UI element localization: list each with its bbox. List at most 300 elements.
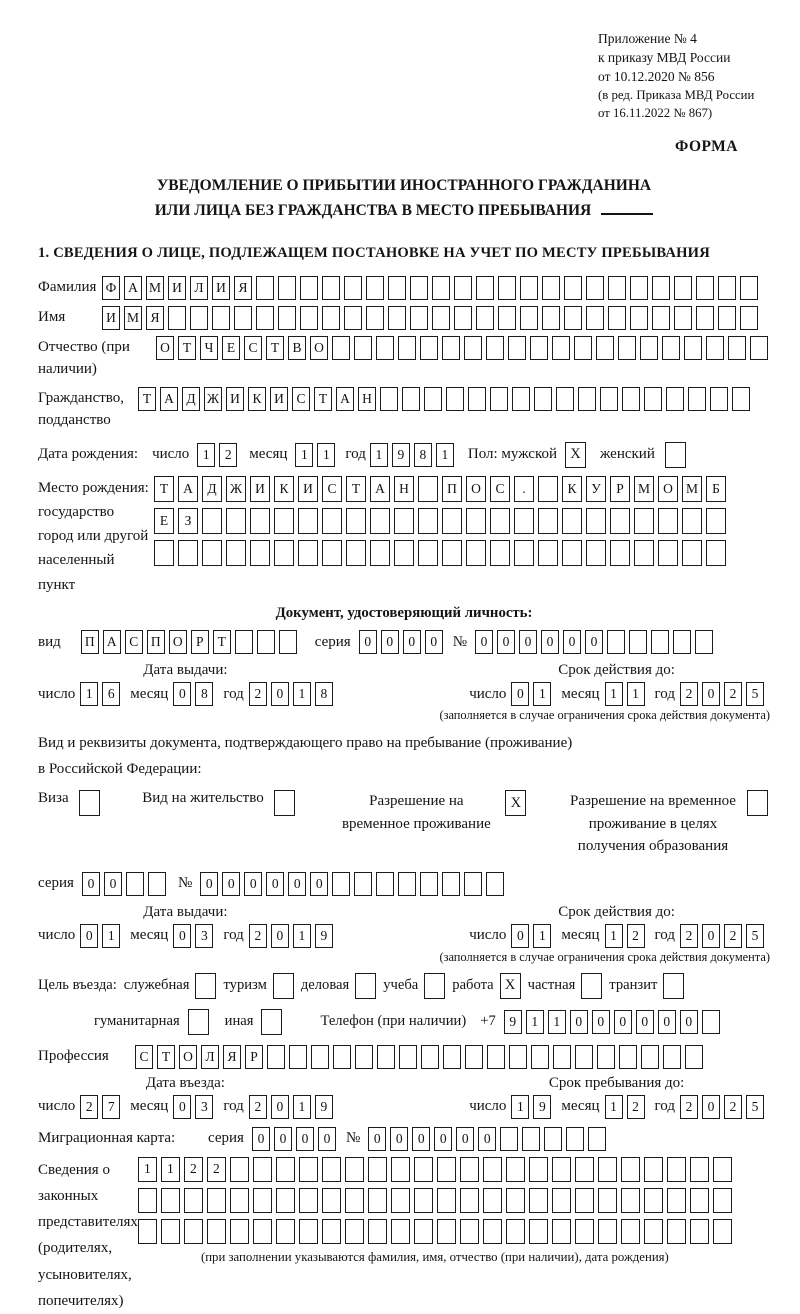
char-cell[interactable]: Т: [154, 476, 174, 502]
char-cell[interactable]: 0: [519, 630, 537, 654]
char-cell[interactable]: Т: [157, 1045, 175, 1069]
char-cell[interactable]: [420, 336, 438, 360]
char-cell[interactable]: 2: [627, 1095, 645, 1119]
char-cell[interactable]: А: [160, 387, 178, 411]
char-cell[interactable]: [380, 387, 398, 411]
char-cell[interactable]: О: [466, 476, 486, 502]
char-cell[interactable]: 2: [219, 443, 237, 467]
char-cell[interactable]: [652, 276, 670, 300]
char-cell[interactable]: Т: [138, 387, 156, 411]
char-cell[interactable]: .: [514, 476, 534, 502]
char-cell[interactable]: [588, 1127, 606, 1151]
char-cell[interactable]: [529, 1188, 548, 1213]
char-cell[interactable]: 9: [315, 1095, 333, 1119]
char-cell[interactable]: 2: [627, 924, 645, 948]
char-cell[interactable]: [666, 387, 684, 411]
char-cell[interactable]: [464, 872, 482, 896]
char-cell[interactable]: [278, 306, 296, 330]
char-cell[interactable]: [575, 1219, 594, 1244]
char-cell[interactable]: 2: [249, 1095, 267, 1119]
char-cell[interactable]: 3: [195, 1095, 213, 1119]
char-cell[interactable]: М: [634, 476, 654, 502]
char-cell[interactable]: 0: [318, 1127, 336, 1151]
char-cell[interactable]: 0: [359, 630, 377, 654]
char-cell[interactable]: [190, 306, 208, 330]
char-cell[interactable]: Е: [222, 336, 240, 360]
char-cell[interactable]: [178, 540, 198, 566]
char-cell[interactable]: [454, 276, 472, 300]
char-cell[interactable]: [184, 1188, 203, 1213]
char-cell[interactable]: [598, 1188, 617, 1213]
char-cell[interactable]: Ф: [102, 276, 120, 300]
gender-male-checkbox[interactable]: X: [565, 442, 586, 468]
char-cell[interactable]: [322, 1219, 341, 1244]
char-cell[interactable]: [514, 540, 534, 566]
char-cell[interactable]: [253, 1188, 272, 1213]
char-cell[interactable]: П: [81, 630, 99, 654]
char-cell[interactable]: 1: [436, 443, 454, 467]
char-cell[interactable]: 1: [317, 443, 335, 467]
char-cell[interactable]: Т: [266, 336, 284, 360]
char-cell[interactable]: [674, 276, 692, 300]
char-cell[interactable]: [634, 508, 654, 534]
char-cell[interactable]: [500, 1127, 518, 1151]
char-cell[interactable]: 0: [104, 872, 122, 896]
char-cell[interactable]: [531, 1045, 549, 1069]
char-cell[interactable]: 1: [605, 682, 623, 706]
char-cell[interactable]: 0: [200, 872, 218, 896]
char-cell[interactable]: 0: [274, 1127, 292, 1151]
char-cell[interactable]: [618, 336, 636, 360]
char-cell[interactable]: Д: [202, 476, 222, 502]
char-cell[interactable]: 0: [368, 1127, 386, 1151]
char-cell[interactable]: [368, 1219, 387, 1244]
char-cell[interactable]: [322, 306, 340, 330]
char-cell[interactable]: [662, 336, 680, 360]
char-cell[interactable]: 1: [161, 1157, 180, 1182]
char-cell[interactable]: [394, 540, 414, 566]
char-cell[interactable]: И: [212, 276, 230, 300]
char-cell[interactable]: [476, 306, 494, 330]
char-cell[interactable]: [267, 1045, 285, 1069]
char-cell[interactable]: 0: [271, 1095, 289, 1119]
char-cell[interactable]: 2: [724, 1095, 742, 1119]
char-cell[interactable]: [298, 540, 318, 566]
char-cell[interactable]: [732, 387, 750, 411]
char-cell[interactable]: [368, 1157, 387, 1182]
char-cell[interactable]: 0: [252, 1127, 270, 1151]
char-cell[interactable]: [506, 1219, 525, 1244]
char-cell[interactable]: И: [102, 306, 120, 330]
char-cell[interactable]: [706, 508, 726, 534]
char-cell[interactable]: И: [250, 476, 270, 502]
char-cell[interactable]: 5: [746, 1095, 764, 1119]
char-cell[interactable]: 1: [605, 1095, 623, 1119]
private-checkbox[interactable]: [581, 973, 602, 999]
char-cell[interactable]: [713, 1157, 732, 1182]
char-cell[interactable]: [566, 1127, 584, 1151]
char-cell[interactable]: [432, 306, 450, 330]
char-cell[interactable]: [487, 1045, 505, 1069]
char-cell[interactable]: [586, 508, 606, 534]
char-cell[interactable]: [718, 306, 736, 330]
char-cell[interactable]: Р: [610, 476, 630, 502]
char-cell[interactable]: [610, 508, 630, 534]
char-cell[interactable]: К: [562, 476, 582, 502]
char-cell[interactable]: [366, 276, 384, 300]
char-cell[interactable]: [420, 872, 438, 896]
char-cell[interactable]: 0: [271, 682, 289, 706]
char-cell[interactable]: 2: [724, 682, 742, 706]
char-cell[interactable]: [542, 276, 560, 300]
char-cell[interactable]: [442, 540, 462, 566]
char-cell[interactable]: [418, 476, 438, 502]
char-cell[interactable]: [346, 540, 366, 566]
char-cell[interactable]: [608, 306, 626, 330]
char-cell[interactable]: Ч: [200, 336, 218, 360]
char-cell[interactable]: [418, 508, 438, 534]
char-cell[interactable]: 0: [412, 1127, 430, 1151]
char-cell[interactable]: 1: [533, 924, 551, 948]
char-cell[interactable]: 0: [511, 924, 529, 948]
char-cell[interactable]: 0: [511, 682, 529, 706]
char-cell[interactable]: [476, 276, 494, 300]
char-cell[interactable]: [529, 1157, 548, 1182]
char-cell[interactable]: 1: [533, 682, 551, 706]
char-cell[interactable]: 0: [702, 682, 720, 706]
char-cell[interactable]: 0: [288, 872, 306, 896]
char-cell[interactable]: [161, 1219, 180, 1244]
char-cell[interactable]: [667, 1188, 686, 1213]
char-cell[interactable]: [538, 476, 558, 502]
char-cell[interactable]: Я: [146, 306, 164, 330]
char-cell[interactable]: [509, 1045, 527, 1069]
char-cell[interactable]: 1: [80, 682, 98, 706]
char-cell[interactable]: 0: [266, 872, 284, 896]
char-cell[interactable]: [667, 1157, 686, 1182]
char-cell[interactable]: 0: [614, 1010, 632, 1034]
char-cell[interactable]: М: [682, 476, 702, 502]
char-cell[interactable]: И: [226, 387, 244, 411]
char-cell[interactable]: [355, 1045, 373, 1069]
char-cell[interactable]: [658, 508, 678, 534]
char-cell[interactable]: [207, 1219, 226, 1244]
char-cell[interactable]: [391, 1188, 410, 1213]
char-cell[interactable]: [460, 1188, 479, 1213]
char-cell[interactable]: [596, 336, 614, 360]
char-cell[interactable]: [562, 540, 582, 566]
char-cell[interactable]: [483, 1157, 502, 1182]
char-cell[interactable]: [394, 508, 414, 534]
char-cell[interactable]: 8: [315, 682, 333, 706]
business-checkbox[interactable]: [355, 973, 376, 999]
char-cell[interactable]: 0: [425, 630, 443, 654]
char-cell[interactable]: 2: [184, 1157, 203, 1182]
char-cell[interactable]: [354, 336, 372, 360]
char-cell[interactable]: Н: [358, 387, 376, 411]
char-cell[interactable]: [276, 1157, 295, 1182]
char-cell[interactable]: [534, 387, 552, 411]
char-cell[interactable]: [322, 508, 342, 534]
char-cell[interactable]: [138, 1219, 157, 1244]
char-cell[interactable]: 0: [434, 1127, 452, 1151]
char-cell[interactable]: [674, 306, 692, 330]
char-cell[interactable]: 0: [570, 1010, 588, 1034]
char-cell[interactable]: [253, 1157, 272, 1182]
gender-female-checkbox[interactable]: [665, 442, 686, 468]
char-cell[interactable]: [276, 1188, 295, 1213]
char-cell[interactable]: [706, 336, 724, 360]
char-cell[interactable]: 0: [403, 630, 421, 654]
char-cell[interactable]: 0: [702, 924, 720, 948]
char-cell[interactable]: 1: [293, 924, 311, 948]
char-cell[interactable]: [644, 1188, 663, 1213]
char-cell[interactable]: Р: [245, 1045, 263, 1069]
char-cell[interactable]: [564, 306, 582, 330]
char-cell[interactable]: 0: [222, 872, 240, 896]
char-cell[interactable]: [344, 306, 362, 330]
char-cell[interactable]: [598, 1157, 617, 1182]
char-cell[interactable]: [466, 508, 486, 534]
char-cell[interactable]: [446, 387, 464, 411]
char-cell[interactable]: Р: [191, 630, 209, 654]
residence-permit-checkbox[interactable]: [274, 790, 295, 816]
char-cell[interactable]: [600, 387, 618, 411]
work-checkbox[interactable]: X: [500, 973, 521, 999]
transit-checkbox[interactable]: [663, 973, 684, 999]
char-cell[interactable]: [728, 336, 746, 360]
char-cell[interactable]: 1: [293, 1095, 311, 1119]
char-cell[interactable]: [586, 276, 604, 300]
char-cell[interactable]: И: [298, 476, 318, 502]
char-cell[interactable]: [274, 540, 294, 566]
char-cell[interactable]: Т: [314, 387, 332, 411]
char-cell[interactable]: [322, 1157, 341, 1182]
char-cell[interactable]: [418, 540, 438, 566]
char-cell[interactable]: [414, 1157, 433, 1182]
char-cell[interactable]: [202, 540, 222, 566]
char-cell[interactable]: [641, 1045, 659, 1069]
char-cell[interactable]: [437, 1188, 456, 1213]
char-cell[interactable]: И: [270, 387, 288, 411]
char-cell[interactable]: [696, 306, 714, 330]
char-cell[interactable]: [608, 276, 626, 300]
char-cell[interactable]: Т: [213, 630, 231, 654]
char-cell[interactable]: С: [490, 476, 510, 502]
char-cell[interactable]: [398, 336, 416, 360]
char-cell[interactable]: [161, 1188, 180, 1213]
char-cell[interactable]: 0: [478, 1127, 496, 1151]
char-cell[interactable]: [354, 872, 372, 896]
char-cell[interactable]: [552, 336, 570, 360]
char-cell[interactable]: 0: [173, 1095, 191, 1119]
char-cell[interactable]: 0: [636, 1010, 654, 1034]
char-cell[interactable]: [443, 1045, 461, 1069]
char-cell[interactable]: [391, 1219, 410, 1244]
char-cell[interactable]: 0: [592, 1010, 610, 1034]
char-cell[interactable]: [651, 630, 669, 654]
char-cell[interactable]: 9: [392, 443, 410, 467]
char-cell[interactable]: 0: [585, 630, 603, 654]
char-cell[interactable]: [740, 306, 758, 330]
char-cell[interactable]: [437, 1157, 456, 1182]
char-cell[interactable]: [138, 1188, 157, 1213]
char-cell[interactable]: 8: [414, 443, 432, 467]
char-cell[interactable]: [685, 1045, 703, 1069]
char-cell[interactable]: [230, 1219, 249, 1244]
char-cell[interactable]: Т: [178, 336, 196, 360]
char-cell[interactable]: С: [135, 1045, 153, 1069]
char-cell[interactable]: [682, 508, 702, 534]
char-cell[interactable]: [300, 276, 318, 300]
char-cell[interactable]: [410, 306, 428, 330]
char-cell[interactable]: [607, 630, 625, 654]
temp-residence-education-checkbox[interactable]: [747, 790, 768, 816]
char-cell[interactable]: [520, 306, 538, 330]
char-cell[interactable]: Я: [234, 276, 252, 300]
char-cell[interactable]: [345, 1219, 364, 1244]
char-cell[interactable]: [235, 630, 253, 654]
char-cell[interactable]: [398, 872, 416, 896]
char-cell[interactable]: [506, 1157, 525, 1182]
char-cell[interactable]: 0: [173, 682, 191, 706]
char-cell[interactable]: Н: [394, 476, 414, 502]
char-cell[interactable]: К: [248, 387, 266, 411]
char-cell[interactable]: [234, 306, 252, 330]
tourism-checkbox[interactable]: [273, 973, 294, 999]
char-cell[interactable]: [490, 508, 510, 534]
char-cell[interactable]: 0: [497, 630, 515, 654]
char-cell[interactable]: [464, 336, 482, 360]
char-cell[interactable]: Т: [346, 476, 366, 502]
char-cell[interactable]: К: [274, 476, 294, 502]
char-cell[interactable]: Ж: [226, 476, 246, 502]
char-cell[interactable]: 2: [249, 682, 267, 706]
char-cell[interactable]: 0: [541, 630, 559, 654]
char-cell[interactable]: [522, 1127, 540, 1151]
char-cell[interactable]: [586, 306, 604, 330]
char-cell[interactable]: 1: [526, 1010, 544, 1034]
char-cell[interactable]: А: [336, 387, 354, 411]
char-cell[interactable]: 1: [511, 1095, 529, 1119]
char-cell[interactable]: [257, 630, 275, 654]
char-cell[interactable]: [713, 1188, 732, 1213]
char-cell[interactable]: 9: [533, 1095, 551, 1119]
char-cell[interactable]: [556, 387, 574, 411]
char-cell[interactable]: [184, 1219, 203, 1244]
char-cell[interactable]: [376, 872, 394, 896]
char-cell[interactable]: П: [147, 630, 165, 654]
char-cell[interactable]: [424, 387, 442, 411]
char-cell[interactable]: [718, 276, 736, 300]
char-cell[interactable]: [621, 1188, 640, 1213]
char-cell[interactable]: [610, 540, 630, 566]
char-cell[interactable]: [538, 508, 558, 534]
char-cell[interactable]: [388, 306, 406, 330]
char-cell[interactable]: [346, 508, 366, 534]
char-cell[interactable]: 0: [173, 924, 191, 948]
char-cell[interactable]: [298, 508, 318, 534]
char-cell[interactable]: С: [292, 387, 310, 411]
char-cell[interactable]: 1: [293, 682, 311, 706]
char-cell[interactable]: [684, 336, 702, 360]
char-cell[interactable]: 2: [724, 924, 742, 948]
char-cell[interactable]: З: [178, 508, 198, 534]
char-cell[interactable]: 1: [138, 1157, 157, 1182]
char-cell[interactable]: О: [156, 336, 174, 360]
other-checkbox[interactable]: [261, 1009, 282, 1035]
char-cell[interactable]: 5: [746, 682, 764, 706]
char-cell[interactable]: [644, 1219, 663, 1244]
char-cell[interactable]: [322, 540, 342, 566]
char-cell[interactable]: 1: [102, 924, 120, 948]
char-cell[interactable]: [368, 1188, 387, 1213]
char-cell[interactable]: И: [168, 276, 186, 300]
char-cell[interactable]: [640, 336, 658, 360]
char-cell[interactable]: [344, 276, 362, 300]
char-cell[interactable]: [652, 306, 670, 330]
char-cell[interactable]: [168, 306, 186, 330]
char-cell[interactable]: [332, 872, 350, 896]
char-cell[interactable]: [256, 306, 274, 330]
char-cell[interactable]: Ж: [204, 387, 222, 411]
char-cell[interactable]: [332, 336, 350, 360]
char-cell[interactable]: [486, 872, 504, 896]
char-cell[interactable]: [634, 540, 654, 566]
char-cell[interactable]: [520, 276, 538, 300]
char-cell[interactable]: [370, 508, 390, 534]
char-cell[interactable]: [212, 306, 230, 330]
char-cell[interactable]: О: [169, 630, 187, 654]
char-cell[interactable]: Л: [201, 1045, 219, 1069]
char-cell[interactable]: 0: [244, 872, 262, 896]
char-cell[interactable]: [490, 540, 510, 566]
visa-checkbox[interactable]: [79, 790, 100, 816]
char-cell[interactable]: [695, 630, 713, 654]
char-cell[interactable]: [644, 387, 662, 411]
char-cell[interactable]: [442, 508, 462, 534]
char-cell[interactable]: Е: [154, 508, 174, 534]
char-cell[interactable]: У: [586, 476, 606, 502]
char-cell[interactable]: [311, 1045, 329, 1069]
temp-residence-checkbox[interactable]: X: [505, 790, 526, 816]
char-cell[interactable]: [126, 872, 144, 896]
char-cell[interactable]: [370, 540, 390, 566]
char-cell[interactable]: [483, 1188, 502, 1213]
char-cell[interactable]: 5: [746, 924, 764, 948]
char-cell[interactable]: 1: [548, 1010, 566, 1034]
char-cell[interactable]: [154, 540, 174, 566]
humanitarian-checkbox[interactable]: [188, 1009, 209, 1035]
char-cell[interactable]: [682, 540, 702, 566]
char-cell[interactable]: М: [124, 306, 142, 330]
char-cell[interactable]: А: [370, 476, 390, 502]
char-cell[interactable]: 0: [80, 924, 98, 948]
char-cell[interactable]: [226, 508, 246, 534]
char-cell[interactable]: [690, 1219, 709, 1244]
char-cell[interactable]: [544, 1127, 562, 1151]
char-cell[interactable]: [710, 387, 728, 411]
char-cell[interactable]: 0: [658, 1010, 676, 1034]
char-cell[interactable]: С: [322, 476, 342, 502]
char-cell[interactable]: [564, 276, 582, 300]
char-cell[interactable]: [514, 508, 534, 534]
char-cell[interactable]: 0: [82, 872, 100, 896]
char-cell[interactable]: [432, 276, 450, 300]
char-cell[interactable]: [437, 1219, 456, 1244]
char-cell[interactable]: [366, 306, 384, 330]
char-cell[interactable]: [230, 1157, 249, 1182]
